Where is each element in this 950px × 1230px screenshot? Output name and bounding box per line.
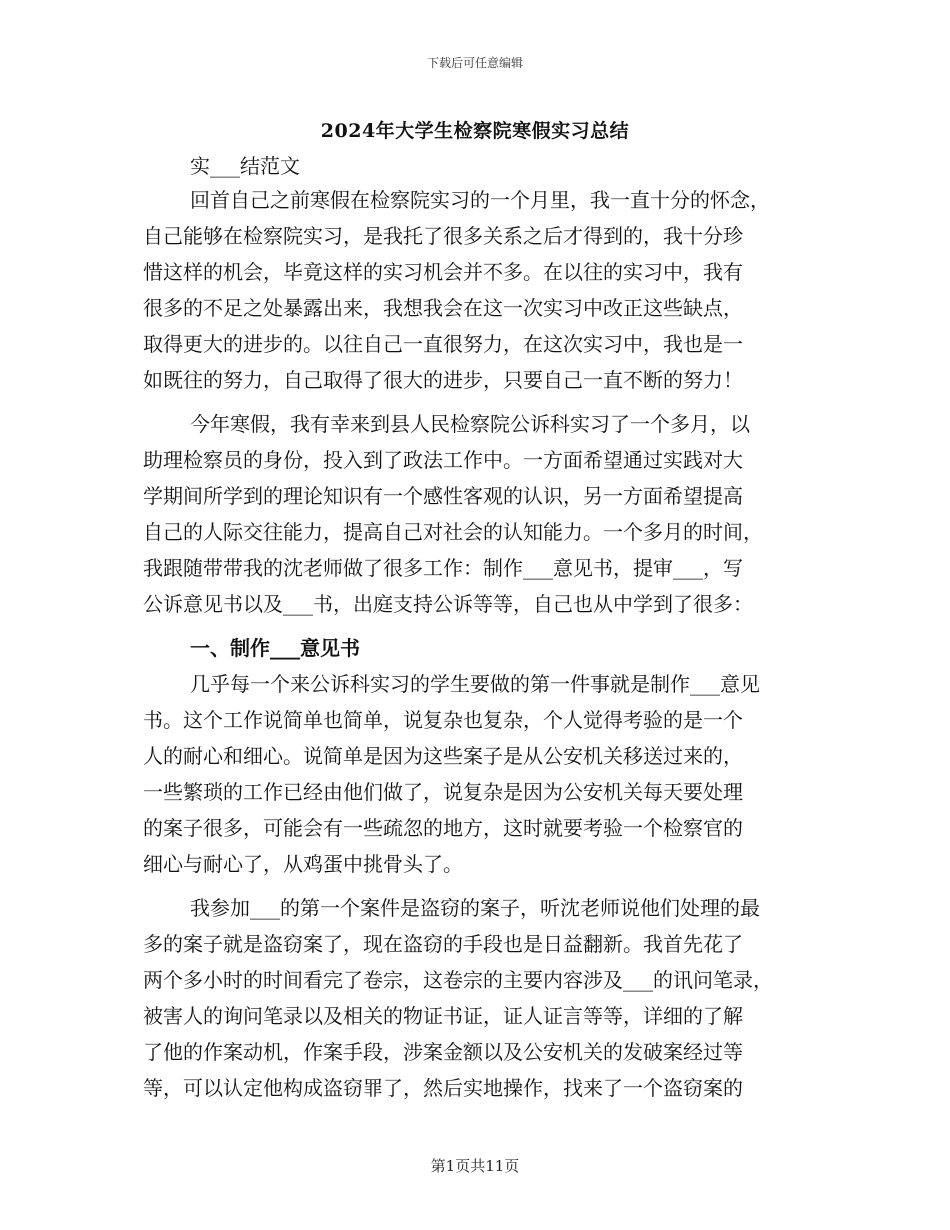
paragraph-line: 如既往的努力，自己取得了很大的进步，只要自己一直不断的努力！ [143, 368, 743, 392]
header-note: 下载后可任意编辑 [426, 56, 523, 70]
document-title: 2024年大学生检察院寒假实习总结 [320, 120, 630, 142]
paragraph-line: 回首自己之前寒假在检察院实习的一个月里，我一直十分的怀念， [190, 188, 770, 212]
paragraph-2 [143, 406, 815, 622]
section-heading: 一、制作___意见书 [190, 636, 360, 660]
paragraph-line: 助理检察员的身份，投入到了政法工作中。一方面希望通过实践对大 [143, 448, 743, 472]
paragraph-line: 我跟随带带我的沈老师做了很多工作：制作___意见书，提审___，写 [143, 556, 743, 580]
paragraph-line: 人的耐心和细心。说简单是因为这些案子是从公安机关移送过来的， [143, 744, 743, 768]
document-subtitle: 实___结范文 [190, 154, 300, 178]
paragraph-line: 公诉意见书以及___书，出庭支持公诉等等，自己也从中学到了很多： [143, 592, 753, 616]
paragraph-line: 书。这个工作说简单也简单，说复杂也复杂，个人觉得考验的是一个 [143, 708, 743, 732]
paragraph-line: 的案子很多，可能会有一些疏忽的地方，这时就要考验一个检察官的 [143, 816, 743, 840]
paragraph-line: 自己能够在检察院实习，是我托了很多关系之后才得到的，我十分珍 [143, 224, 743, 248]
paragraph-line: 细心与耐心了，从鸡蛋中挑骨头了。 [143, 852, 463, 876]
paragraph-line: 很多的不足之处暴露出来，我想我会在这一次实习中改正这些缺点， [143, 296, 743, 320]
paragraph-1 [143, 182, 815, 398]
paragraph-line: 学期间所学到的理论知识有一个感性客观的认识，另一方面希望提高 [143, 484, 743, 508]
paragraph-line: 惜这样的机会，毕竟这样的实习机会并不多。在以往的实习中，我有 [143, 260, 743, 284]
paragraph-line: 我参加___的第一个案件是盗窃的案子，听沈老师说他们处理的最 [190, 896, 760, 920]
paragraph-line: 等，可以认定他构成盗窃罪了，然后实地操作，找来了一个盗窃案的 [143, 1076, 743, 1100]
paragraph-line: 几乎每一个来公诉科实习的学生要做的第一件事就是制作___意见 [190, 672, 760, 696]
paragraph-line: 多的案子就是盗窃案了，现在盗窃的手段也是日益翻新。我首先花了 [143, 932, 743, 956]
paragraph-line: 自己的人际交往能力，提高自己对社会的认知能力。一个多月的时间， [143, 520, 763, 544]
paragraph-3 [143, 666, 815, 882]
page-number-footer: 第1页共11页 [430, 1157, 520, 1175]
paragraph-line: 两个多小时的时间看完了卷宗，这卷宗的主要内容涉及___的讯问笔录， [143, 968, 773, 992]
paragraph-4 [143, 890, 815, 1106]
paragraph-line: 今年寒假，我有幸来到县人民检察院公诉科实习了一个多月，以 [190, 412, 750, 436]
paragraph-line: 一些繁琐的工作已经由他们做了，说复杂是因为公安机关每天要处理 [143, 780, 743, 804]
paragraph-line: 了他的作案动机，作案手段，涉案金额以及公安机关的发破案经过等 [143, 1040, 743, 1064]
paragraph-line: 被害人的询问笔录以及相关的物证书证，证人证言等等，详细的了解 [143, 1004, 743, 1028]
paragraph-line: 取得更大的进步的。以往自己一直很努力，在这次实习中，我也是一 [143, 332, 743, 356]
